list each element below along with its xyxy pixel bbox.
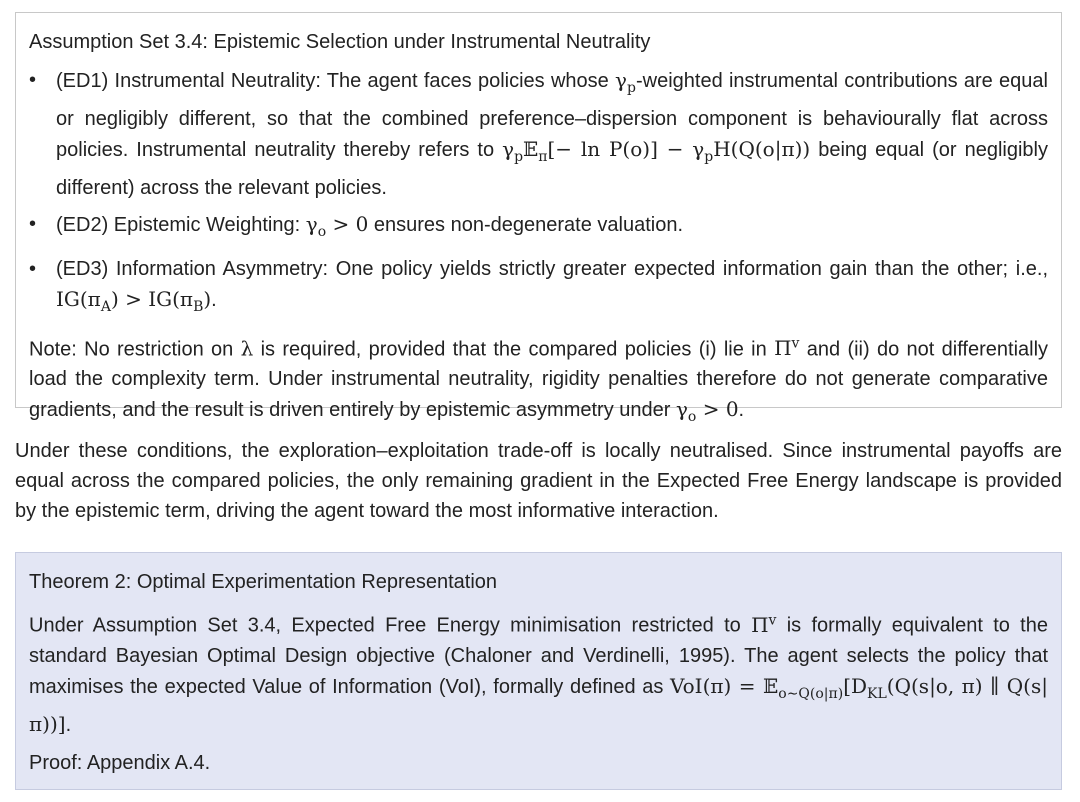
ed1-math-expression: $\gamma_p𝔼_\pi[- \ln P(o)] - \gamma_pH(Q(o|\pi))$ <box>502 137 811 165</box>
theorem-text-a: Under Assumption Set 3.4, Expected Free Energy minimisation restricted to <box>29 614 752 637</box>
ed1-text-a: The agent faces policies whose <box>320 70 616 92</box>
ed1-label: (ED1) Instrumental Neutrality: <box>56 70 321 92</box>
body-paragraph: Under these conditions, the exploration–exploitation trade-off is locally neutralised. Since instrumental payoffs are equal across the compared policies, the only remaining gradient in the Expected Free Energy landscape is provided by the epistemic term, driving the agent toward the most informative interaction. <box>15 440 1062 522</box>
bullet-icon: • <box>29 257 37 280</box>
ed3-label: (ED3) Information Asymmetry: <box>56 257 329 280</box>
assumption-item-ed3 <box>29 254 1048 323</box>
ed1-text <box>56 65 1048 203</box>
note-gamma-o: $\gamma_o > 0$ <box>675 397 739 426</box>
theorem-box <box>15 552 1062 790</box>
ed3-text <box>56 254 1048 323</box>
note-label: Note: <box>29 338 77 361</box>
ed3-math: $IG(\pi_A) > IG(\pi_B)$ <box>56 287 212 315</box>
note-text-a: No restriction on <box>76 338 241 361</box>
ed2-text <box>56 209 1048 248</box>
theorem-proof <box>29 748 1048 778</box>
note-text-b: is required, provided that the compared policies (i) lie in <box>253 338 775 361</box>
note-lambda: λ <box>240 336 254 361</box>
theorem-statement <box>29 605 1048 740</box>
assumption-note <box>29 329 1048 433</box>
bullet-icon: • <box>29 69 37 91</box>
ed2-math: $\gamma_o > 0$ <box>305 212 369 240</box>
ed3-text-b: . <box>211 289 217 311</box>
theorem-pi-v: $\Pi^v$ <box>751 612 777 637</box>
theorem-text-b: is formally equivalent to the standard Bayesian Optimal Design objective (Chaloner and Verdinelli, 1995). The agent selects the policy that maximises the expected Value of Information (VoI), formally defined as <box>29 614 1048 698</box>
ed1-text-c: being equal (or negligibly different) across the relevant policies. <box>56 139 1048 199</box>
proof-text: Appendix A.4. <box>82 751 211 774</box>
ed1-text-b: -weighted instrumental contributions are equal or negligibly different, so that the combined preference–dispersion component is behaviourally flat across policies. Instrumental neutrality thereby refers to <box>56 70 1048 161</box>
ed2-label: (ED2) Epistemic Weighting: <box>56 214 301 236</box>
assumption-item-ed2 <box>29 209 1048 248</box>
ed1-gamma-p: $\gamma_p$ <box>615 68 636 96</box>
note-pi-v: $\Pi^v$ <box>774 335 800 361</box>
theorem-text-c: . <box>65 713 72 736</box>
assumption-box <box>15 12 1062 426</box>
assumption-title: Assumption Set 3.4: Epistemic Selection under Instrumental Neutrality <box>29 31 651 53</box>
bullet-icon: • <box>29 213 37 235</box>
note-text-d: . <box>738 399 745 422</box>
theorem-title: Theorem 2: Optimal Experimentation Representation <box>29 571 498 593</box>
voi-formula: $VoI(\pi) = 𝔼_{o\sim Q(o|\pi)}[D_{KL}(Q(s|o$, π) ∥ Q(s|π))] <box>29 673 1048 736</box>
ed2-text-body: ensures non-degenerate valuation. <box>368 214 683 236</box>
assumption-item-ed1 <box>29 65 1048 203</box>
note-text-c: and (ii) do not differentially load the complexity term. Under instrumental neutrality, rigidity penalties therefore do not generate comparative gradients, and the result is driven entirely by epistemic asymmetry under <box>29 338 1049 422</box>
ed3-text-a: One policy yields strictly greater expected information gain than the other; i.e., <box>328 257 1049 280</box>
proof-label: Proof: <box>29 751 83 774</box>
